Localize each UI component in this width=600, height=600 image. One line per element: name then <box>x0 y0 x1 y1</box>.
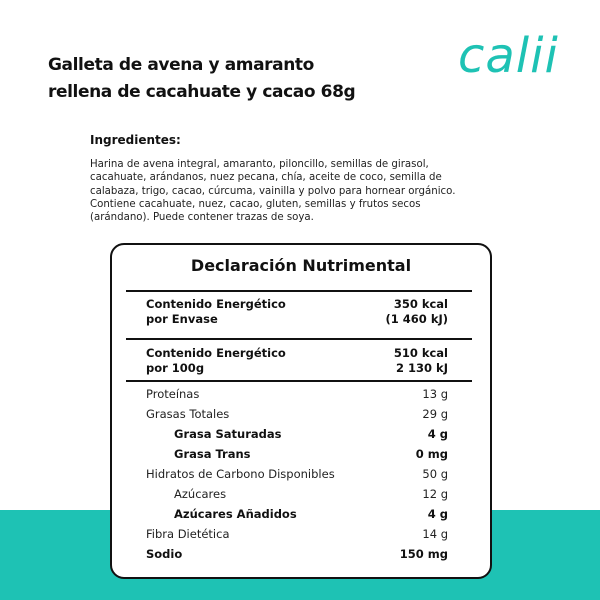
ingredients-heading: Ingredientes: <box>90 133 181 147</box>
nutrient-value: 13 g <box>422 387 448 401</box>
nutrient-value: 4 g <box>427 427 448 441</box>
energy-per-100g-label <box>146 346 286 376</box>
nutrient-row-sodium <box>146 547 448 567</box>
nutrient-value: 14 g <box>422 527 448 541</box>
nutrient-value: 4 g <box>427 507 448 521</box>
nutrient-label: Azúcares Añadidos <box>174 507 297 521</box>
ingredients-line: Harina de avena integral, amaranto, piloncillo, semillas de girasol, <box>90 159 429 170</box>
ingredients-line: Contiene cacahuate, nuez, cacao, gluten, semillas y frutos secos <box>90 198 421 210</box>
ingredients-line: cacahuate, arándanos, nuez pecana, chía, aceite de coco, semilla de <box>90 172 442 184</box>
nutrient-row-carbohydrates <box>146 467 448 487</box>
nutrient-label: Grasa Trans <box>174 447 251 461</box>
energy-label-line: por Envase <box>146 312 218 326</box>
nutrient-row-added-sugars <box>146 507 448 527</box>
nutrient-label: Grasa Saturadas <box>174 427 282 441</box>
energy-value-line: 350 kcal <box>393 297 448 311</box>
nutrient-row-fiber <box>146 527 448 547</box>
energy-value-line: 2 130 kJ <box>396 361 448 375</box>
nutrient-row-saturated-fat <box>146 427 448 447</box>
energy-label-line: por 100g <box>146 361 205 375</box>
energy-per-100g-value <box>394 346 448 376</box>
product-title-line2: rellena de cacahuate y cacao 68g <box>48 82 356 102</box>
nutrient-label: Fibra Dietética <box>146 527 230 541</box>
energy-value-line: (1 460 kJ) <box>385 312 448 326</box>
nutrient-label: Grasas Totales <box>146 407 230 421</box>
nutrient-label: Proteínas <box>146 387 200 401</box>
nutrient-row-trans-fat <box>146 447 448 467</box>
nutrition-title-wrap <box>110 256 492 275</box>
divider <box>126 380 472 382</box>
nutrient-label: Hidratos de Carbono Disponibles <box>146 467 335 481</box>
nutrient-value: 50 g <box>422 467 448 481</box>
energy-label-line: Contenido Energético <box>146 297 286 311</box>
product-title <box>48 52 448 106</box>
energy-per-package-value <box>386 297 448 327</box>
nutrient-value: 150 mg <box>399 547 448 561</box>
nutrient-value: 12 g <box>422 487 448 501</box>
ingredients-text <box>90 158 510 224</box>
nutrient-value: 0 mg <box>415 447 448 461</box>
nutrient-value: 29 g <box>422 407 448 421</box>
energy-value-line: 510 kcal <box>393 346 448 360</box>
nutrient-row-proteins <box>146 387 448 407</box>
nutrient-row-sugars <box>146 487 448 507</box>
product-title-line1: Galleta de avena y amaranto <box>48 55 314 75</box>
ingredients-line: calabaza, trigo, cacao, cúrcuma, vainilla y polvo para hornear orgánico. <box>90 185 456 197</box>
energy-label-line: Contenido Energético <box>146 346 286 360</box>
divider <box>126 338 472 340</box>
divider <box>126 290 472 292</box>
nutrient-label: Sodio <box>146 547 183 561</box>
brand-logo: calii <box>458 28 559 84</box>
nutrient-row-total-fat <box>146 407 448 427</box>
ingredients-line: (arándano). Puede contener trazas de soya. <box>90 212 314 224</box>
nutrient-label: Azúcares <box>174 487 227 501</box>
nutrition-title: Declaración Nutrimental <box>190 256 412 275</box>
energy-per-package-label <box>146 297 286 327</box>
